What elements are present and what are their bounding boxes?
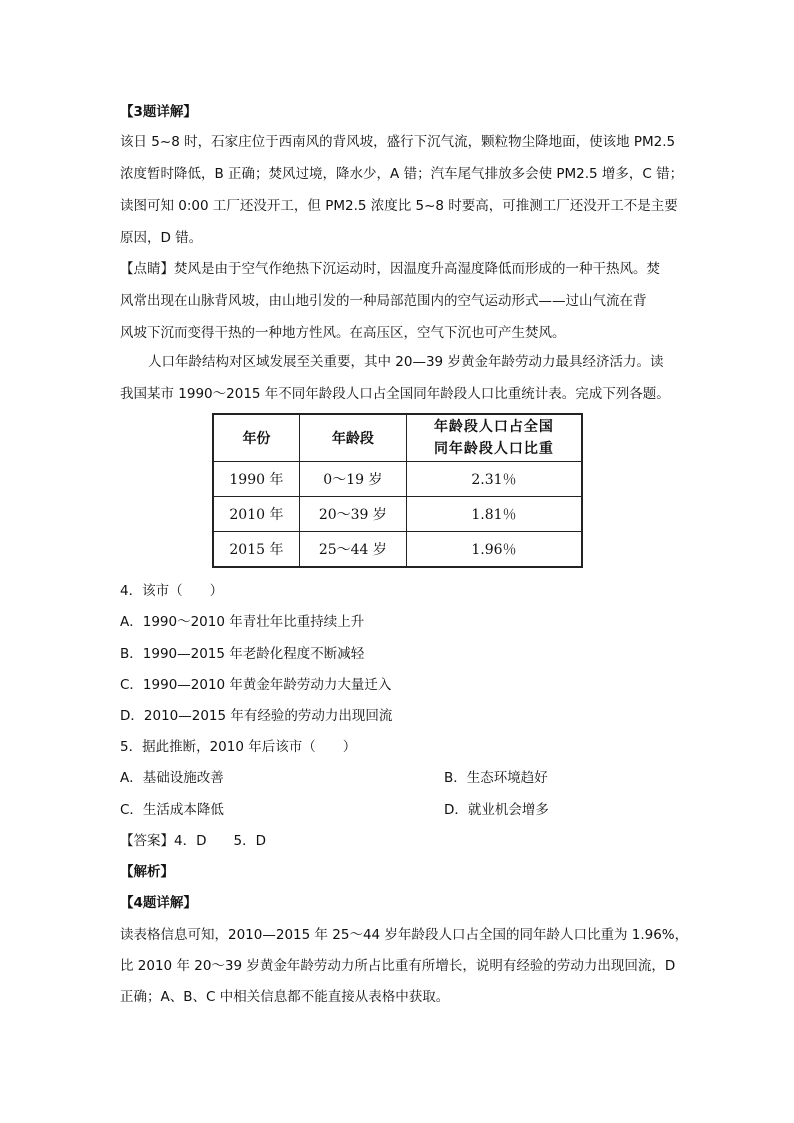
intro-line-1: 人口年龄结构对区域发展至关重要，其中 20—39 岁黄金年龄劳动力最具经济活力。读: [148, 354, 664, 370]
cell-age-group: 20～39 岁: [299, 497, 406, 532]
q5-options-row-1: [120, 768, 680, 788]
answer-line: 【答案】4．D 5．D: [120, 833, 266, 849]
section3-line-3: 读图可知 0:00 工厂还没开工，但 PM2.5 浓度比 5~8 时要高，可推测工厂还没开工不是主要: [120, 198, 678, 214]
section4-line-3: 正确；A、B、C 中相关信息都不能直接从表格中获取。: [120, 989, 450, 1005]
header-year: 年份: [213, 414, 299, 462]
section4-line-2: 比 2010 年 20～39 岁黄金年龄劳动力所占比重有所增长，说明有经验的劳动力出现回流，D: [120, 958, 676, 974]
cell-year: 2010 年: [213, 497, 299, 532]
header-share: [406, 414, 582, 462]
q4-stem: 4．该市（ ）: [120, 583, 224, 599]
cell-age-group: 0～19 岁: [299, 462, 406, 497]
section3-line-2: 浓度暂时降低，B 正确；焚风过境，降水少，A 错；汽车尾气排放多会使 PM2.5 增多，C 错；: [120, 166, 684, 182]
section3-heading: 【3题详解】: [120, 104, 197, 120]
q5-option-c: C．生活成本降低: [120, 802, 224, 818]
cell-share: 2.31％: [406, 462, 582, 497]
header-age-group: 年龄段: [299, 414, 406, 462]
cell-share: 1.96％: [406, 532, 582, 568]
section4-line-1: 读表格信息可知，2010—2015 年 25～44 岁年龄段人口占全国的同年龄人口比重为 1.96%，: [120, 927, 689, 943]
q4-option-c: C．1990—2010 年黄金年龄劳动力大量迁入: [120, 677, 392, 693]
table-row: [213, 532, 582, 568]
section3-line-1: 该日 5~8 时，石家庄位于西南风的背风坡，盛行下沉气流，颗粒物尘降地面，使该地 PM2.5: [120, 134, 676, 150]
analysis-heading: 【解析】: [120, 864, 174, 880]
tip-line-3: 风坡下沉而变得干热的一种地方性风。在高压区，空气下沉也可产生焚风。: [120, 325, 566, 341]
tip-line-2: 风常出现在山脉背风坡，由山地引发的一种局部范围内的空气运动形式——过山气流在背: [120, 293, 647, 309]
table-row: [213, 497, 582, 532]
table-header-row: [213, 414, 582, 462]
q4-option-b: B．1990—2015 年老龄化程度不断减轻: [120, 646, 365, 662]
q5-stem: 5．据此推断，2010 年后该市（ ）: [120, 739, 357, 755]
q5-options-row-2: [120, 800, 680, 820]
table-row: [213, 462, 582, 497]
population-table: [212, 413, 583, 568]
header-share-line-2: 同年龄段人口比重: [433, 441, 554, 457]
q5-option-a: A．基础设施改善: [120, 770, 224, 786]
tip-line-1: 【点睛】焚风是由于空气作绝热下沉运动时，因温度升高湿度降低而形成的一种干热风。焚: [120, 261, 660, 277]
section3-line-4: 原因，D 错。: [120, 230, 203, 246]
header-share-line-1: 年龄段人口占全国: [433, 419, 554, 435]
intro-line-2: 我国某市 1990～2015 年不同年龄段人口占全国同年龄段人口比重统计表。完成下列各题。: [120, 386, 670, 402]
cell-age-group: 25～44 岁: [299, 532, 406, 568]
cell-year: 2015 年: [213, 532, 299, 568]
cell-share: 1.81％: [406, 497, 582, 532]
q5-option-b: B．生态环境趋好: [444, 770, 548, 786]
q4-option-d: D．2010—2015 年有经验的劳动力出现回流: [120, 708, 393, 724]
q5-option-d: D．就业机会增多: [444, 802, 549, 818]
cell-year: 1990 年: [213, 462, 299, 497]
q4-option-a: A．1990～2010 年青壮年比重持续上升: [120, 614, 365, 630]
section4-heading: 【4题详解】: [120, 895, 197, 911]
